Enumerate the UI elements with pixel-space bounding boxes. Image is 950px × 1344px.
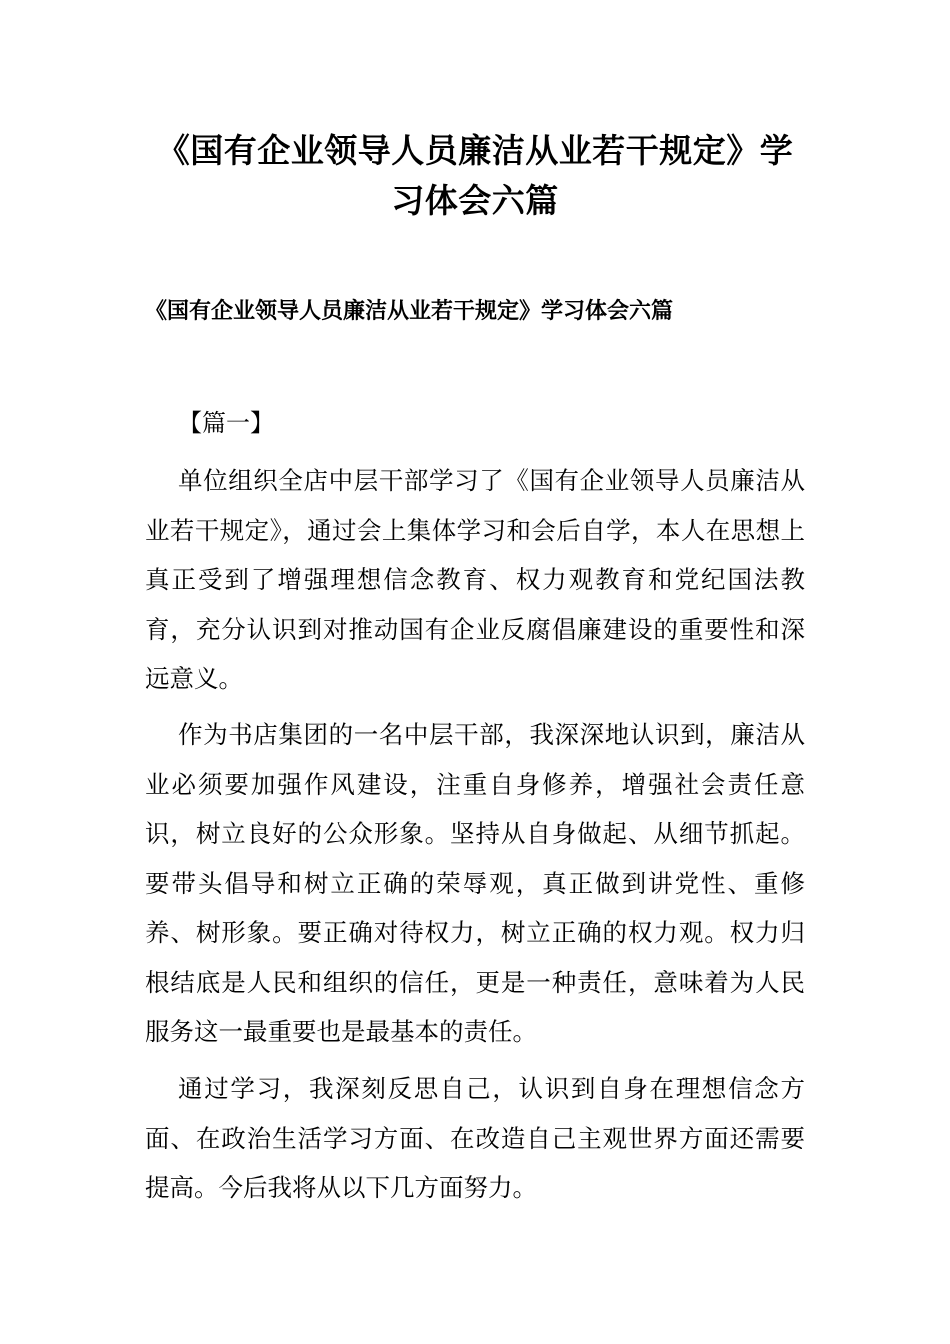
document-title: 《国有企业领导人员廉洁从业若干规定》学习体会六篇	[156, 131, 794, 220]
section-label: 【篇一】	[178, 409, 274, 437]
body-paragraph-3: 通过学习，我深刻反思自己，认识到自身在理想信念方面、在政治生活学习方面、在改造自己主观世界方面还需要提高。今后我将从以下几方面努力。	[145, 1074, 805, 1202]
body-paragraph-1: 单位组织全店中层干部学习了《国有企业领导人员廉洁从业若干规定》，通过会上集体学习和会后自学，本人在思想上真正受到了增强理想信念教育、权力观教育和党纪国法教育，充分认识到对推动国有企业反腐倡廉建设的重要性和深远意义。	[145, 466, 805, 693]
body-paragraph-2: 作为书店集团的一名中层干部，我深深地认识到，廉洁从业必须要加强作风建设，注重自身修养，增强社会责任意识，树立良好的公众形象。坚持从自身做起、从细节抓起。要带头倡导和树立正确的荣辱观，真正做到讲党性、重修养、树形象。要正确对待权力，树立正确的权力观。权力归根结底是人民和组织的信任，更是一种责任，意味着为人民服务这一最重要也是最基本的责任。	[145, 720, 805, 1046]
document-subtitle: 《国有企业领导人员廉洁从业若干规定》学习体会六篇	[145, 299, 674, 324]
